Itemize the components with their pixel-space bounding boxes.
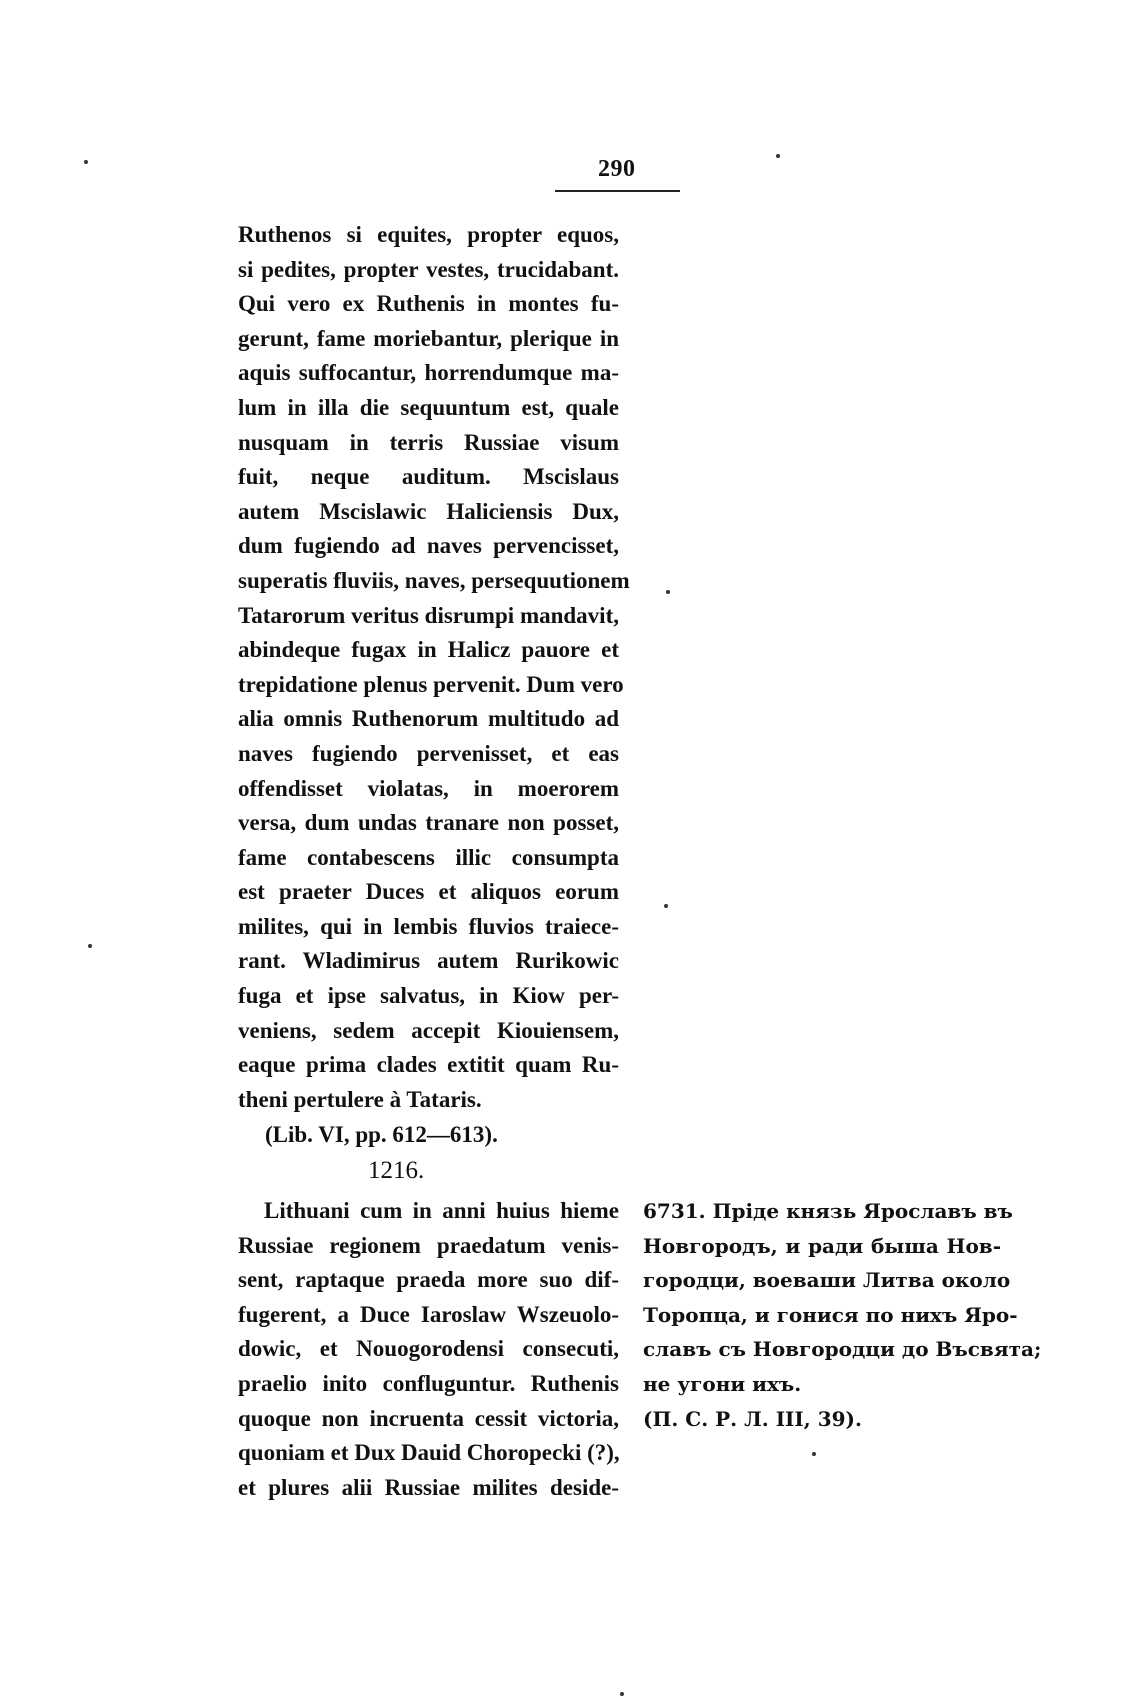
text-line: naves fugiendo pervenisset, et eas	[238, 740, 619, 766]
text-line: славъ съ Новгородци до Въсвята;	[643, 1337, 1042, 1362]
text-line: Торопца, и гонися по нихъ Яро-	[643, 1302, 1018, 1327]
text-line: nusquam in terris Russiae visum	[238, 429, 619, 455]
text-line: quoniam et Dux Dauid Choropecki (?),	[238, 1440, 620, 1466]
text-line: superatis fluviis, naves, persequutionem	[238, 567, 630, 593]
page-number: 290	[598, 156, 636, 182]
text-line: dowic, et Nouogorodensi consecuti,	[238, 1336, 619, 1362]
text-line: eaque prima clades extitit quam Ru-	[238, 1052, 619, 1078]
text-line: lum in illa die sequuntum est, quale	[238, 394, 619, 420]
text-line: Новгородъ, и ради быша Нов-	[643, 1233, 1001, 1258]
left-column-paragraph-2	[238, 1194, 619, 1505]
text-line: est praeter Duces et aliquos eorum	[238, 879, 619, 905]
text-line: (П. С. Р. Л. III, 39).	[643, 1406, 862, 1431]
text-line: si pedites, propter vestes, trucidabant.	[238, 256, 619, 282]
text-line: abindeque fugax in Halicz pauore et	[238, 637, 619, 663]
text-line: 6731. Прiде князь Ярославъ въ	[643, 1199, 1013, 1223]
text-line: veniens, sedem accepit Kiouiensem,	[238, 1017, 619, 1043]
scan-speck	[812, 1452, 816, 1456]
text-line: fame contabescens illic consumpta	[238, 844, 619, 870]
text-line: fugerent, a Duce Iaroslaw Wszeuolo-	[238, 1301, 619, 1327]
text-line: gerunt, fame moriebantur, plerique in	[238, 325, 619, 351]
scan-speck	[664, 904, 668, 908]
text-line: quoque non incruenta cessit victoria,	[238, 1405, 619, 1431]
text-line: milites, qui in lembis fluvios traiece-	[238, 913, 619, 939]
text-line: et plures alii Russiae milites deside-	[238, 1474, 619, 1500]
scan-speck	[666, 590, 670, 594]
text-line: Russiae regionem praedatum venis-	[238, 1232, 619, 1258]
text-line: autem Mscislawic Haliciensis Dux,	[238, 498, 619, 524]
text-line: versa, dum undas tranare non posset,	[238, 810, 619, 836]
left-column-paragraph-1	[238, 218, 630, 1117]
text-line: fuga et ipse salvatus, in Kiow per-	[238, 983, 619, 1009]
text-line: praelio inito confluguntur. Ruthenis	[238, 1370, 619, 1396]
text-line: Ruthenos si equites, propter equos,	[238, 222, 619, 247]
right-column-chronicle	[643, 1194, 1042, 1436]
text-line: не угони ихъ.	[643, 1371, 802, 1396]
text-line: fuit, neque auditum. Mscislaus	[238, 464, 619, 490]
text-line: trepidatione plenus pervenit. Dum vero	[238, 671, 624, 697]
scan-speck	[776, 154, 780, 158]
text-line: rant. Wladimirus autem Rurikowic	[238, 948, 619, 974]
text-line: Lithuani cum in anni huius hieme	[264, 1198, 619, 1223]
text-line: offendisset violatas, in moerorem	[238, 775, 619, 801]
text-line: городци, воеваши Литва около	[643, 1268, 1011, 1293]
text-line: alia omnis Ruthenorum multitudo ad	[238, 706, 619, 732]
scan-speck	[88, 944, 92, 948]
text-line: Tatarorum veritus disrumpi mandavit,	[238, 602, 619, 628]
page-number-rule	[555, 190, 680, 192]
scan-speck	[620, 1692, 624, 1696]
text-line: aquis suffocantur, horrendumque ma-	[238, 360, 619, 386]
text-line: dum fugiendo ad naves pervencisset,	[238, 533, 619, 559]
year-heading: 1216.	[368, 1157, 425, 1184]
source-citation: (Lib. VI, pp. 612—613).	[265, 1122, 498, 1147]
text-line: Qui vero ex Ruthenis in montes fu-	[238, 291, 619, 317]
text-line: theni pertulere à Tataris.	[238, 1086, 482, 1112]
scan-speck	[84, 160, 88, 164]
text-line: sent, raptaque praeda more suo dif-	[238, 1267, 619, 1293]
